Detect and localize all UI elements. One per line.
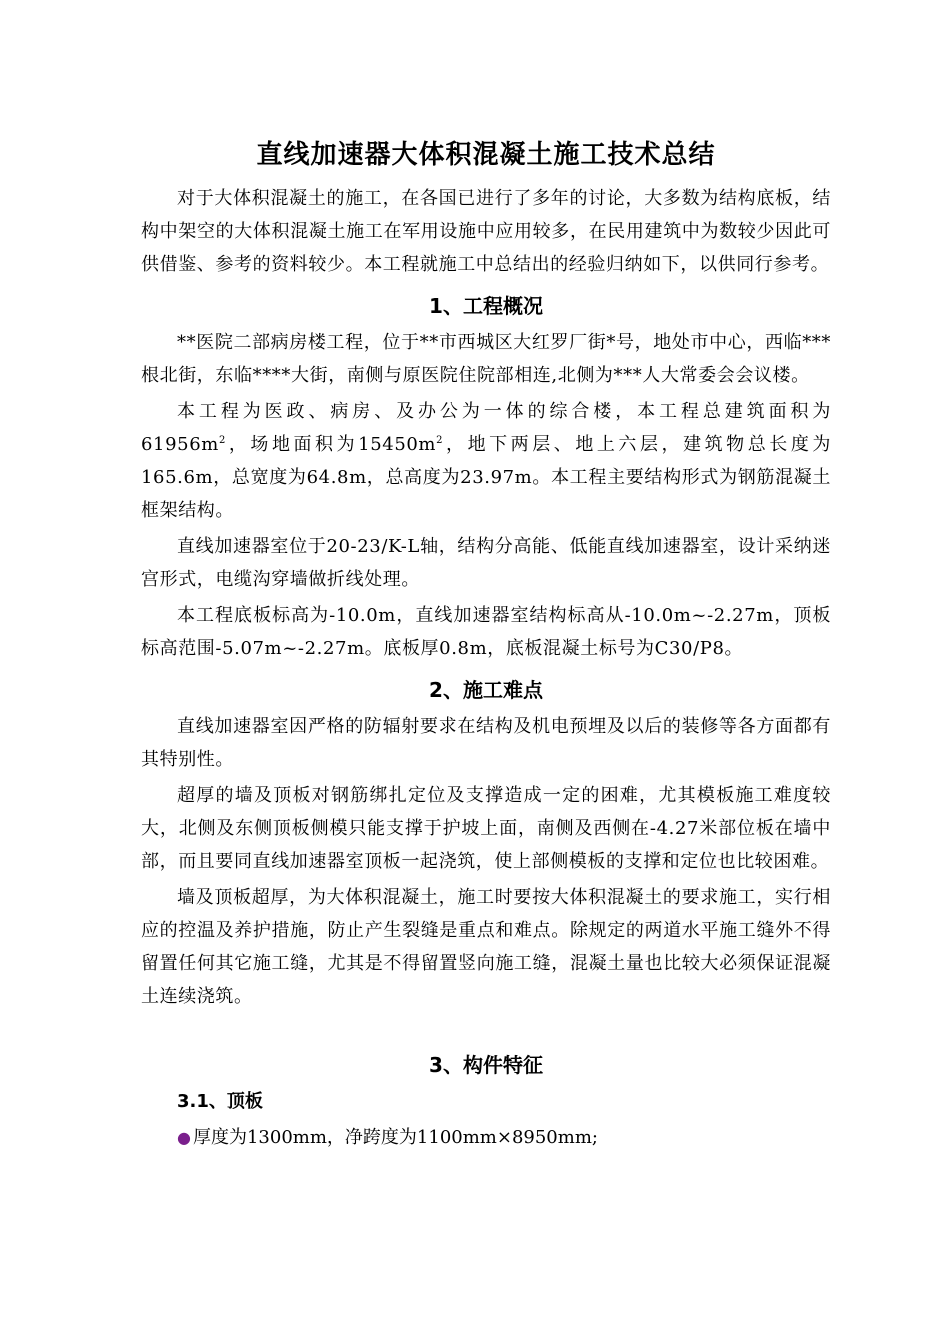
site-area-label: ，场地面积为 bbox=[225, 434, 359, 455]
area-rest-text: ，地下两层、地上六层，建筑物总长度为165.6m，总宽度为64.8m，总高度为23.97m。本工程主要结构形式为钢筋混凝土框架结构。 bbox=[141, 434, 831, 521]
section-heading-difficulties: 2、施工难点 bbox=[429, 678, 543, 702]
total-area-value: 61956m bbox=[141, 434, 219, 455]
difficulties-paragraph-2: 超厚的墙及顶板对钢筋绑扎定位及支撑造成一定的困难，尤其模板施工难度较大，北侧及东侧顶板侧模只能支撑于护坡上面，南侧及西侧在-4.27米部位板在墙中部，而且要同直线加速器室顶板一起浇筑，使上部侧模板的支撑和定位也比较困难。 bbox=[141, 785, 831, 872]
intro-paragraph: 对于大体积混凝土的施工，在各国已进行了多年的讨论，大多数为结构底板，结构中架空的大体积混凝土施工在军用设施中应用较多，在民用建筑中为数较少因此可供借鉴、参考的资料较少。本工程就施工中总结出的经验归纳如下，以供同行参考。 bbox=[141, 188, 831, 275]
section-heading-component-features: 3、构件特征 bbox=[429, 1053, 543, 1077]
site-area-superscript: 2 bbox=[436, 435, 444, 446]
overview-paragraph-location: **医院二部病房楼工程，位于**市西城区大红罗厂街*号，地处市中心，西临***根北街，东临****大街，南侧与原医院住院部相连,北侧为***人大常委会会议楼。 bbox=[141, 332, 831, 386]
bullet-dot-icon: ● bbox=[177, 1128, 191, 1147]
document-title: 直线加速器大体积混凝土施工技术总结 bbox=[256, 140, 716, 170]
overview-paragraph-area bbox=[141, 395, 831, 527]
difficulties-paragraph-1: 直线加速器室因严格的防辐射要求在结构及机电预埋及以后的装修等各方面都有其特别性。 bbox=[141, 716, 831, 770]
area-lead-text: 本工程为医政、病房、及办公为一体的综合楼，本工程总建筑面积为 bbox=[177, 401, 831, 422]
list-item bbox=[177, 1121, 831, 1155]
document-page bbox=[141, 132, 831, 1155]
site-area-value: 15450m bbox=[358, 434, 437, 455]
overview-paragraph-accelerator-room: 直线加速器室位于20-23/K-L轴，结构分高能、低能直线加速器室，设计采纳迷宫形式，电缆沟穿墙做折线处理。 bbox=[141, 536, 831, 590]
section-heading-overview: 1、工程概况 bbox=[429, 294, 543, 318]
subsection-heading-roof-slab: 3.1、顶板 bbox=[177, 1091, 263, 1112]
total-area-superscript: 2 bbox=[218, 435, 226, 446]
difficulties-paragraph-3: 墙及顶板超厚，为大体积混凝土，施工时要按大体积混凝土的要求施工，实行相应的控温及养护措施，防止产生裂缝是重点和难点。除规定的两道水平施工缝外不得留置任何其它施工缝，尤其是不得留置竖向施工缝，混凝土量也比较大必须保证混凝土连续浇筑。 bbox=[141, 887, 831, 1007]
overview-paragraph-elevations: 本工程底板标高为-10.0m，直线加速器室结构标高从-10.0m~-2.27m，顶板标高范围-5.07m~-2.27m。底板厚0.8m，底板混凝土标号为C30/P8。 bbox=[141, 605, 831, 659]
bullet-text: 厚度为1300mm，净跨度为1100mm×8950mm; bbox=[192, 1127, 598, 1148]
